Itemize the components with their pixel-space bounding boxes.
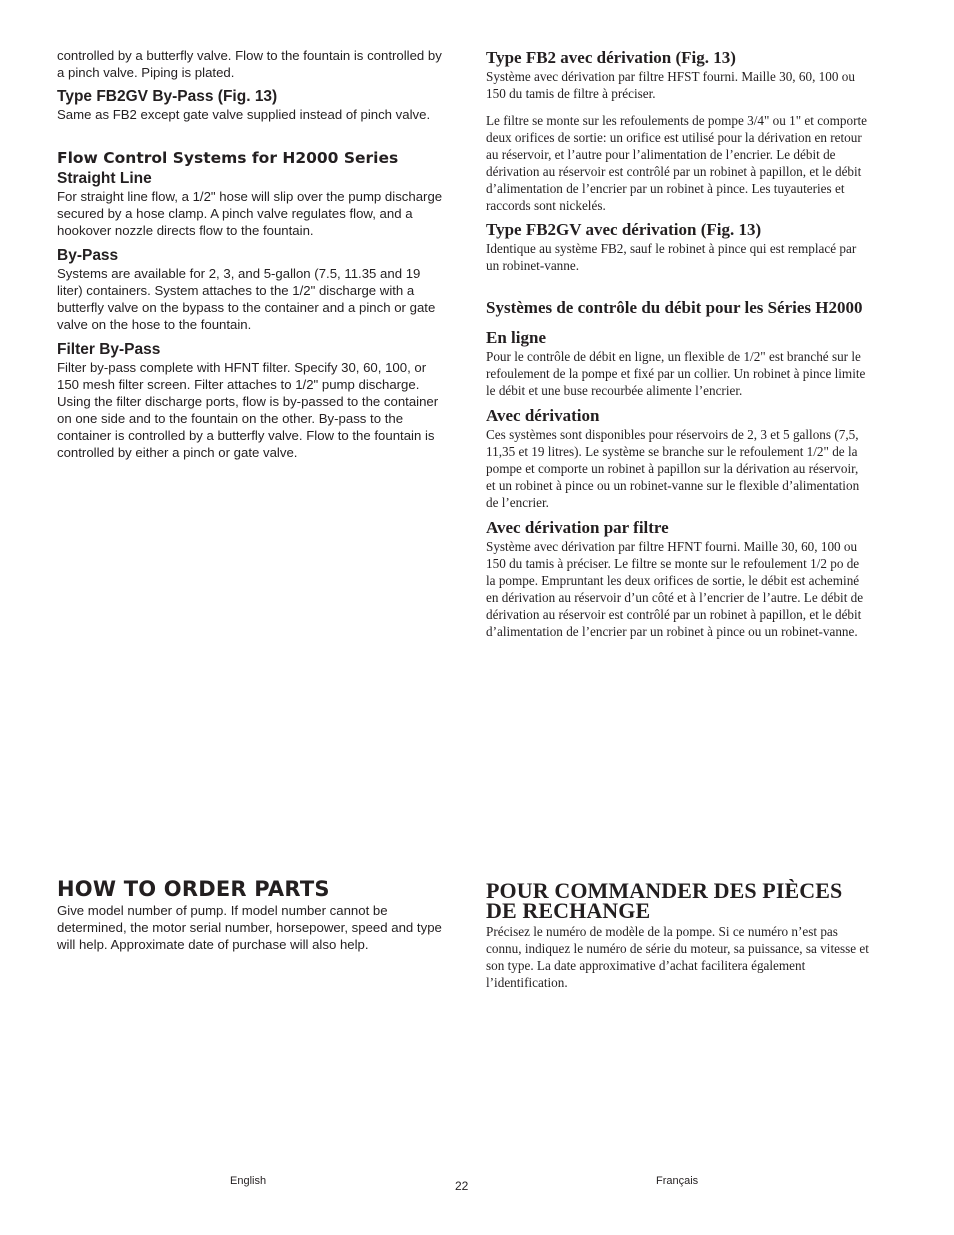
avec-derivation-heading: Avec dérivation bbox=[486, 406, 600, 425]
order-parts-fr-heading: POUR COMMANDER DES PIÈCES DE RECHANGE bbox=[486, 878, 843, 923]
footer-language-french: Français bbox=[656, 1175, 699, 1187]
fb2-fr-body2: Le filtre se monte sur les refoulements de pompe 3/4" ou 1" et comporte deux orifices de sortie: un orifice est utilisé pour la dérivation en retour au réservoir, et l’autre pour l’alimentation de l’encrier. Le débit de dérivation au réservoir est contrôlé par un robinet à papillon, et le débit d’alimentation de l’encrier par un robinet à pince. Les tuyauteries et raccords sont nickelés. bbox=[486, 113, 868, 213]
filter-by-pass-body: Filter by-pass complete with HFNT filter. Specify 30, 60, 100, or 150 mesh filter screen. Filter attaches to 1/2" pump discharge. Using the filter discharge ports, flow is by-passed to the container on one side and to the fountain on the other. By-pass to the container is controlled by a butterfly valve. Flow to the fountain is controlled by either a pinch or gate valve. bbox=[57, 360, 439, 460]
straight-line-heading: Straight Line bbox=[57, 170, 152, 187]
fb2-fr-body1: Système avec dérivation par filtre HFST fourni. Maille 30, 60, 100 ou 150 du tamis de filtre à préciser. bbox=[486, 69, 855, 101]
en-ligne-body: Pour le contrôle de débit en ligne, un flexible de 1/2" est branché sur le refoulement de la pompe et fixé par un collier. Un robinet à pince limite le débit et une buse recourbée alimente l’encrier. bbox=[486, 349, 866, 398]
footer-language-english: English bbox=[230, 1175, 267, 1187]
fb2gv-fr-body: Identique au système FB2, sauf le robinet à pince qui est remplacé par un robinet-vanne. bbox=[486, 241, 857, 273]
order-parts-heading: HOW TO ORDER PARTS bbox=[57, 877, 330, 901]
fb2-fr-heading: Type FB2 avec dérivation (Fig. 13) bbox=[486, 48, 736, 67]
avec-derivation-filtre-body: Système avec dérivation par filtre HFNT fourni. Maille 30, 60, 100 ou 150 du tamis à préciser. Le filtre se monte sur le refoulement 1/2 po de la pompe. Empruntant les deux orifices de sortie, le débit est acheminé en dérivation au réservoir d’un côté et à l’encrier de l’autre. Le débit de dérivation au réservoir est contrôlé par un robinet à papillon, et le débit d’alimentation de l’encrier par un robinet à pince ou un robinet-vanne. bbox=[486, 539, 864, 639]
order-parts-fr-body: Précisez le numéro de modèle de la pompe. Si ce numéro n’est pas connu, indiquez le numéro de série du moteur, sa puissance, sa vitesse et son type. La date approximative d’achat facilitera également l’identification. bbox=[486, 924, 869, 990]
french-column bbox=[486, 48, 870, 640]
straight-line-body: For straight line flow, a 1/2" hose will slip over the pump discharge secured by a hose clamp. A pinch valve regulates flow, and a hookover nozzle directs flow to the fountain. bbox=[57, 189, 443, 238]
by-pass-body: Systems are available for 2, 3, and 5-gallon (7.5, 11.35 and 19 liter) containers. System attaches to the 1/2" discharge with a butterfly valve on the bypass to the container and a pinch or gate valve on the hose to the fountain. bbox=[57, 266, 436, 332]
english-order-section bbox=[57, 877, 443, 953]
en-ligne-heading: En ligne bbox=[486, 328, 546, 347]
intro-continued: controlled by a butterfly valve. Flow to the fountain is controlled by a pinch valve. Piping is plated. bbox=[57, 48, 442, 80]
avec-derivation-filtre-heading: Avec dérivation par filtre bbox=[486, 518, 669, 537]
fb2gv-fr-heading: Type FB2GV avec dérivation (Fig. 13) bbox=[486, 220, 762, 239]
english-column bbox=[57, 47, 443, 461]
by-pass-heading: By-Pass bbox=[57, 247, 119, 264]
flow-control-heading: Flow Control Systems for H2000 Series bbox=[57, 149, 399, 167]
fb2gv-heading: Type FB2GV By-Pass (Fig. 13) bbox=[57, 88, 278, 105]
flow-control-fr-heading: Systèmes de contrôle du débit pour les Séries H2000 bbox=[486, 298, 863, 317]
filter-by-pass-heading: Filter By-Pass bbox=[57, 341, 161, 358]
order-parts-body: Give model number of pump. If model number cannot be determined, the motor serial number, horsepower, speed and type will help. Approximate date of purchase will also help. bbox=[57, 903, 442, 952]
fb2gv-body: Same as FB2 except gate valve supplied instead of pinch valve. bbox=[57, 107, 431, 122]
page-number: 22 bbox=[455, 1179, 469, 1193]
french-order-section bbox=[486, 878, 870, 991]
avec-derivation-body: Ces systèmes sont disponibles pour réservoirs de 2, 3 et 5 gallons (7,5, 11,35 et 19 litres). Le système se branche sur le refoulement 1/2" de la pompe et comporte un robinet à papillon sur la dérivation au réservoir, et un robinet à pince ou un robinet-vanne sur le flexible d’alimentation de l’encrier. bbox=[486, 427, 860, 510]
